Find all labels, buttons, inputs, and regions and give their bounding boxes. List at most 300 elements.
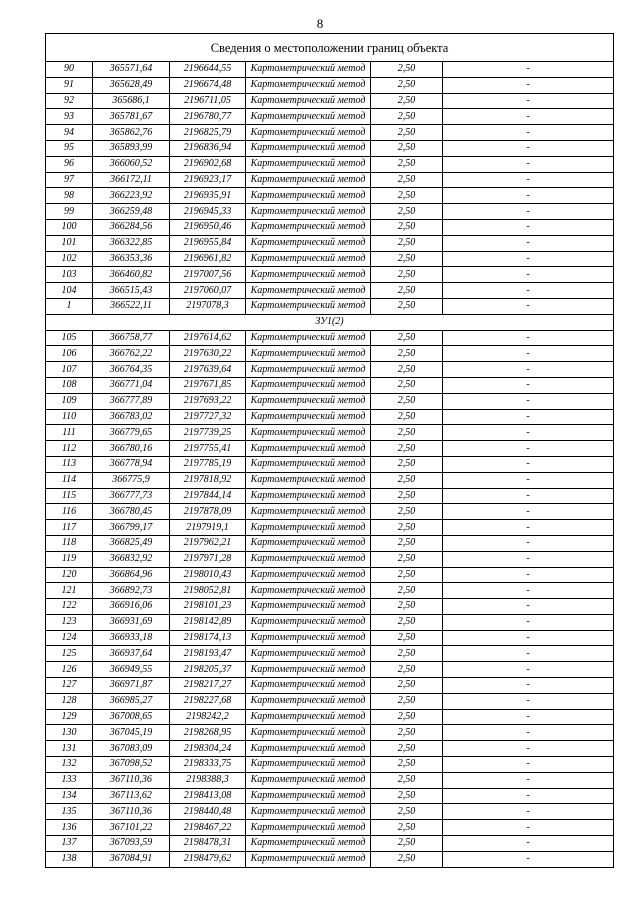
note-cell: - [443,504,614,520]
accuracy-cell: 2,50 [371,156,443,172]
point-number-cell: 125 [46,646,93,662]
point-number-cell: 109 [46,393,93,409]
method-cell: Картометрический метод [246,109,371,125]
note-cell: - [443,520,614,536]
method-cell: Картометрический метод [246,172,371,188]
method-cell: Картометрический метод [246,298,371,314]
table-row [46,156,614,172]
accuracy-cell: 2,50 [371,172,443,188]
x-coordinate-cell: 366777,73 [93,488,170,504]
point-number-cell: 94 [46,125,93,141]
note-cell: - [443,788,614,804]
y-coordinate-cell: 2196950,46 [170,219,246,235]
table-row [46,709,614,725]
x-coordinate-cell: 366764,35 [93,362,170,378]
note-cell: - [443,741,614,757]
table-row [46,630,614,646]
accuracy-cell: 2,50 [371,709,443,725]
point-number-cell: 136 [46,820,93,836]
y-coordinate-cell: 2198142,89 [170,614,246,630]
table-row [46,188,614,204]
note-cell: - [443,204,614,220]
accuracy-cell: 2,50 [371,377,443,393]
method-cell: Картометрический метод [246,788,371,804]
page-number: 8 [316,16,324,31]
point-number-cell: 106 [46,346,93,362]
table-row [46,741,614,757]
accuracy-cell: 2,50 [371,836,443,852]
method-cell: Картометрический метод [246,820,371,836]
y-coordinate-cell: 2197007,56 [170,267,246,283]
table-row [46,204,614,220]
point-number-cell: 99 [46,204,93,220]
x-coordinate-cell: 365893,99 [93,140,170,156]
y-coordinate-cell: 2196935,91 [170,188,246,204]
point-number-cell: 102 [46,251,93,267]
point-number-cell: 126 [46,662,93,678]
point-number-cell: 130 [46,725,93,741]
section-label: ЗУ1(2) [46,314,614,330]
table-row [46,298,614,314]
table-row [46,267,614,283]
method-cell: Картометрический метод [246,456,371,472]
method-cell: Картометрический метод [246,251,371,267]
x-coordinate-cell: 367083,09 [93,741,170,757]
method-cell: Картометрический метод [246,851,371,867]
y-coordinate-cell: 2198205,37 [170,662,246,678]
x-coordinate-cell: 366522,11 [93,298,170,314]
method-cell: Картометрический метод [246,93,371,109]
point-number-cell: 105 [46,330,93,346]
note-cell: - [443,535,614,551]
note-cell: - [443,646,614,662]
y-coordinate-cell: 2198440,48 [170,804,246,820]
x-coordinate-cell: 366971,87 [93,678,170,694]
table-row [46,456,614,472]
x-coordinate-cell: 367113,62 [93,788,170,804]
point-number-cell: 96 [46,156,93,172]
table-row [46,362,614,378]
method-cell: Картометрический метод [246,156,371,172]
method-cell: Картометрический метод [246,330,371,346]
x-coordinate-cell: 366931,69 [93,614,170,630]
point-number-cell: 119 [46,551,93,567]
accuracy-cell: 2,50 [371,346,443,362]
y-coordinate-cell: 2196711,05 [170,93,246,109]
x-coordinate-cell: 366758,77 [93,330,170,346]
y-coordinate-cell: 2197639,64 [170,362,246,378]
note-cell: - [443,567,614,583]
y-coordinate-cell: 2196955,84 [170,235,246,251]
method-cell: Картометрический метод [246,267,371,283]
method-cell: Картометрический метод [246,472,371,488]
table-row [46,520,614,536]
accuracy-cell: 2,50 [371,757,443,773]
accuracy-cell: 2,50 [371,678,443,694]
accuracy-cell: 2,50 [371,267,443,283]
accuracy-cell: 2,50 [371,188,443,204]
table-row [46,441,614,457]
method-cell: Картометрический метод [246,693,371,709]
point-number-cell: 108 [46,377,93,393]
method-cell: Картометрический метод [246,235,371,251]
method-cell: Картометрический метод [246,377,371,393]
point-number-cell: 117 [46,520,93,536]
table-row [46,851,614,867]
y-coordinate-cell: 2197739,25 [170,425,246,441]
x-coordinate-cell: 366799,17 [93,520,170,536]
table-row [46,788,614,804]
point-number-cell: 97 [46,172,93,188]
table-row [46,772,614,788]
accuracy-cell: 2,50 [371,741,443,757]
method-cell: Картометрический метод [246,409,371,425]
table-row [46,377,614,393]
accuracy-cell: 2,50 [371,283,443,299]
note-cell: - [443,188,614,204]
y-coordinate-cell: 2196644,55 [170,62,246,78]
accuracy-cell: 2,50 [371,140,443,156]
method-cell: Картометрический метод [246,504,371,520]
point-number-cell: 128 [46,693,93,709]
point-number-cell: 110 [46,409,93,425]
method-cell: Картометрический метод [246,283,371,299]
table-title-row [46,34,614,62]
accuracy-cell: 2,50 [371,219,443,235]
point-number-cell: 131 [46,741,93,757]
note-cell: - [443,630,614,646]
note-cell: - [443,77,614,93]
x-coordinate-cell: 365862,76 [93,125,170,141]
method-cell: Картометрический метод [246,836,371,852]
table-row [46,662,614,678]
y-coordinate-cell: 2197693,22 [170,393,246,409]
note-cell: - [443,156,614,172]
accuracy-cell: 2,50 [371,567,443,583]
x-coordinate-cell: 366775,9 [93,472,170,488]
y-coordinate-cell: 2196780,77 [170,109,246,125]
point-number-cell: 124 [46,630,93,646]
y-coordinate-cell: 2198227,68 [170,693,246,709]
accuracy-cell: 2,50 [371,62,443,78]
x-coordinate-cell: 366825,49 [93,535,170,551]
point-number-cell: 1 [46,298,93,314]
x-coordinate-cell: 366223,92 [93,188,170,204]
accuracy-cell: 2,50 [371,614,443,630]
point-number-cell: 118 [46,535,93,551]
table-row [46,283,614,299]
table-row [46,409,614,425]
x-coordinate-cell: 366864,96 [93,567,170,583]
y-coordinate-cell: 2197060,07 [170,283,246,299]
accuracy-cell: 2,50 [371,772,443,788]
y-coordinate-cell: 2196961,82 [170,251,246,267]
method-cell: Картометрический метод [246,678,371,694]
note-cell: - [443,662,614,678]
y-coordinate-cell: 2197818,92 [170,472,246,488]
note-cell: - [443,836,614,852]
x-coordinate-cell: 366515,43 [93,283,170,299]
note-cell: - [443,693,614,709]
table-row [46,504,614,520]
method-cell: Картометрический метод [246,709,371,725]
x-coordinate-cell: 366762,22 [93,346,170,362]
table-row [46,93,614,109]
y-coordinate-cell: 2197614,62 [170,330,246,346]
note-cell: - [443,346,614,362]
table-row [46,235,614,251]
x-coordinate-cell: 366933,18 [93,630,170,646]
note-cell: - [443,820,614,836]
accuracy-cell: 2,50 [371,535,443,551]
method-cell: Картометрический метод [246,741,371,757]
accuracy-cell: 2,50 [371,441,443,457]
method-cell: Картометрический метод [246,346,371,362]
y-coordinate-cell: 2197785,19 [170,456,246,472]
method-cell: Картометрический метод [246,125,371,141]
method-cell: Картометрический метод [246,725,371,741]
note-cell: - [443,62,614,78]
note-cell: - [443,456,614,472]
table-row [46,251,614,267]
method-cell: Картометрический метод [246,425,371,441]
accuracy-cell: 2,50 [371,583,443,599]
y-coordinate-cell: 2196836,94 [170,140,246,156]
point-number-cell: 100 [46,219,93,235]
accuracy-cell: 2,50 [371,125,443,141]
method-cell: Картометрический метод [246,583,371,599]
point-number-cell: 120 [46,567,93,583]
note-cell: - [443,757,614,773]
table-row [46,219,614,235]
table-row [46,757,614,773]
note-cell: - [443,599,614,615]
method-cell: Картометрический метод [246,646,371,662]
point-number-cell: 93 [46,109,93,125]
method-cell: Картометрический метод [246,140,371,156]
x-coordinate-cell: 367098,52 [93,757,170,773]
table-row [46,125,614,141]
note-cell: - [443,330,614,346]
x-coordinate-cell: 366172,11 [93,172,170,188]
table-row [46,346,614,362]
y-coordinate-cell: 2197844,14 [170,488,246,504]
method-cell: Картометрический метод [246,488,371,504]
y-coordinate-cell: 2198388,3 [170,772,246,788]
note-cell: - [443,251,614,267]
method-cell: Картометрический метод [246,804,371,820]
method-cell: Картометрический метод [246,567,371,583]
accuracy-cell: 2,50 [371,630,443,646]
accuracy-cell: 2,50 [371,298,443,314]
method-cell: Картометрический метод [246,362,371,378]
x-coordinate-cell: 366916,06 [93,599,170,615]
accuracy-cell: 2,50 [371,235,443,251]
note-cell: - [443,125,614,141]
method-cell: Картометрический метод [246,441,371,457]
y-coordinate-cell: 2198217,27 [170,678,246,694]
x-coordinate-cell: 367008,65 [93,709,170,725]
x-coordinate-cell: 367045,19 [93,725,170,741]
y-coordinate-cell: 2196674,48 [170,77,246,93]
note-cell: - [443,140,614,156]
point-number-cell: 90 [46,62,93,78]
x-coordinate-cell: 366779,65 [93,425,170,441]
table-row [46,472,614,488]
y-coordinate-cell: 2198193,47 [170,646,246,662]
point-number-cell: 101 [46,235,93,251]
x-coordinate-cell: 367093,59 [93,836,170,852]
point-number-cell: 113 [46,456,93,472]
accuracy-cell: 2,50 [371,551,443,567]
y-coordinate-cell: 2198479,62 [170,851,246,867]
accuracy-cell: 2,50 [371,362,443,378]
method-cell: Картометрический метод [246,535,371,551]
table-row [46,693,614,709]
note-cell: - [443,851,614,867]
x-coordinate-cell: 367101,22 [93,820,170,836]
y-coordinate-cell: 2198174,13 [170,630,246,646]
boundary-coordinates-table [45,33,614,868]
x-coordinate-cell: 367110,36 [93,804,170,820]
table-row [46,425,614,441]
y-coordinate-cell: 2198010,43 [170,567,246,583]
table-row [46,820,614,836]
accuracy-cell: 2,50 [371,662,443,678]
accuracy-cell: 2,50 [371,330,443,346]
x-coordinate-cell: 366783,02 [93,409,170,425]
note-cell: - [443,172,614,188]
note-cell: - [443,804,614,820]
note-cell: - [443,725,614,741]
y-coordinate-cell: 2197919,1 [170,520,246,536]
point-number-cell: 134 [46,788,93,804]
accuracy-cell: 2,50 [371,109,443,125]
accuracy-cell: 2,50 [371,820,443,836]
y-coordinate-cell: 2198242,2 [170,709,246,725]
x-coordinate-cell: 366985,27 [93,693,170,709]
accuracy-cell: 2,50 [371,488,443,504]
y-coordinate-cell: 2198052,81 [170,583,246,599]
table-row [46,62,614,78]
table-row [46,614,614,630]
note-cell: - [443,678,614,694]
note-cell: - [443,219,614,235]
point-number-cell: 98 [46,188,93,204]
x-coordinate-cell: 366780,16 [93,441,170,457]
table-row [46,599,614,615]
note-cell: - [443,614,614,630]
note-cell: - [443,488,614,504]
note-cell: - [443,425,614,441]
method-cell: Картометрический метод [246,520,371,536]
accuracy-cell: 2,50 [371,646,443,662]
point-number-cell: 111 [46,425,93,441]
table-body [46,34,614,868]
table-row [46,140,614,156]
accuracy-cell: 2,50 [371,77,443,93]
accuracy-cell: 2,50 [371,599,443,615]
x-coordinate-cell: 366832,92 [93,551,170,567]
x-coordinate-cell: 366892,73 [93,583,170,599]
method-cell: Картометрический метод [246,630,371,646]
y-coordinate-cell: 2198333,75 [170,757,246,773]
accuracy-cell: 2,50 [371,851,443,867]
note-cell: - [443,283,614,299]
table-row [46,535,614,551]
x-coordinate-cell: 365628,49 [93,77,170,93]
point-number-cell: 137 [46,836,93,852]
point-number-cell: 112 [46,441,93,457]
y-coordinate-cell: 2197971,28 [170,551,246,567]
point-number-cell: 91 [46,77,93,93]
y-coordinate-cell: 2198478,31 [170,836,246,852]
note-cell: - [443,298,614,314]
point-number-cell: 104 [46,283,93,299]
point-number-cell: 95 [46,140,93,156]
accuracy-cell: 2,50 [371,204,443,220]
y-coordinate-cell: 2196945,33 [170,204,246,220]
x-coordinate-cell: 366060,52 [93,156,170,172]
accuracy-cell: 2,50 [371,788,443,804]
note-cell: - [443,235,614,251]
point-number-cell: 115 [46,488,93,504]
y-coordinate-cell: 2197878,09 [170,504,246,520]
point-number-cell: 116 [46,504,93,520]
note-cell: - [443,441,614,457]
x-coordinate-cell: 366937,64 [93,646,170,662]
accuracy-cell: 2,50 [371,456,443,472]
y-coordinate-cell: 2198101,23 [170,599,246,615]
method-cell: Картометрический метод [246,662,371,678]
method-cell: Картометрический метод [246,599,371,615]
x-coordinate-cell: 366460,82 [93,267,170,283]
y-coordinate-cell: 2196923,17 [170,172,246,188]
note-cell: - [443,362,614,378]
point-number-cell: 103 [46,267,93,283]
x-coordinate-cell: 366778,94 [93,456,170,472]
point-number-cell: 129 [46,709,93,725]
accuracy-cell: 2,50 [371,725,443,741]
table-row [46,836,614,852]
accuracy-cell: 2,50 [371,409,443,425]
accuracy-cell: 2,50 [371,520,443,536]
accuracy-cell: 2,50 [371,804,443,820]
y-coordinate-cell: 2198413,08 [170,788,246,804]
y-coordinate-cell: 2198268,95 [170,725,246,741]
x-coordinate-cell: 366284,56 [93,219,170,235]
note-cell: - [443,583,614,599]
table-row [46,172,614,188]
table-row [46,567,614,583]
y-coordinate-cell: 2197727,32 [170,409,246,425]
accuracy-cell: 2,50 [371,504,443,520]
point-number-cell: 127 [46,678,93,694]
y-coordinate-cell: 2196902,68 [170,156,246,172]
method-cell: Картометрический метод [246,77,371,93]
x-coordinate-cell: 366353,36 [93,251,170,267]
table-row [46,551,614,567]
note-cell: - [443,267,614,283]
table-row [46,804,614,820]
method-cell: Картометрический метод [246,188,371,204]
table-row [46,488,614,504]
method-cell: Картометрический метод [246,551,371,567]
table-row [46,583,614,599]
accuracy-cell: 2,50 [371,425,443,441]
point-number-cell: 121 [46,583,93,599]
point-number-cell: 114 [46,472,93,488]
